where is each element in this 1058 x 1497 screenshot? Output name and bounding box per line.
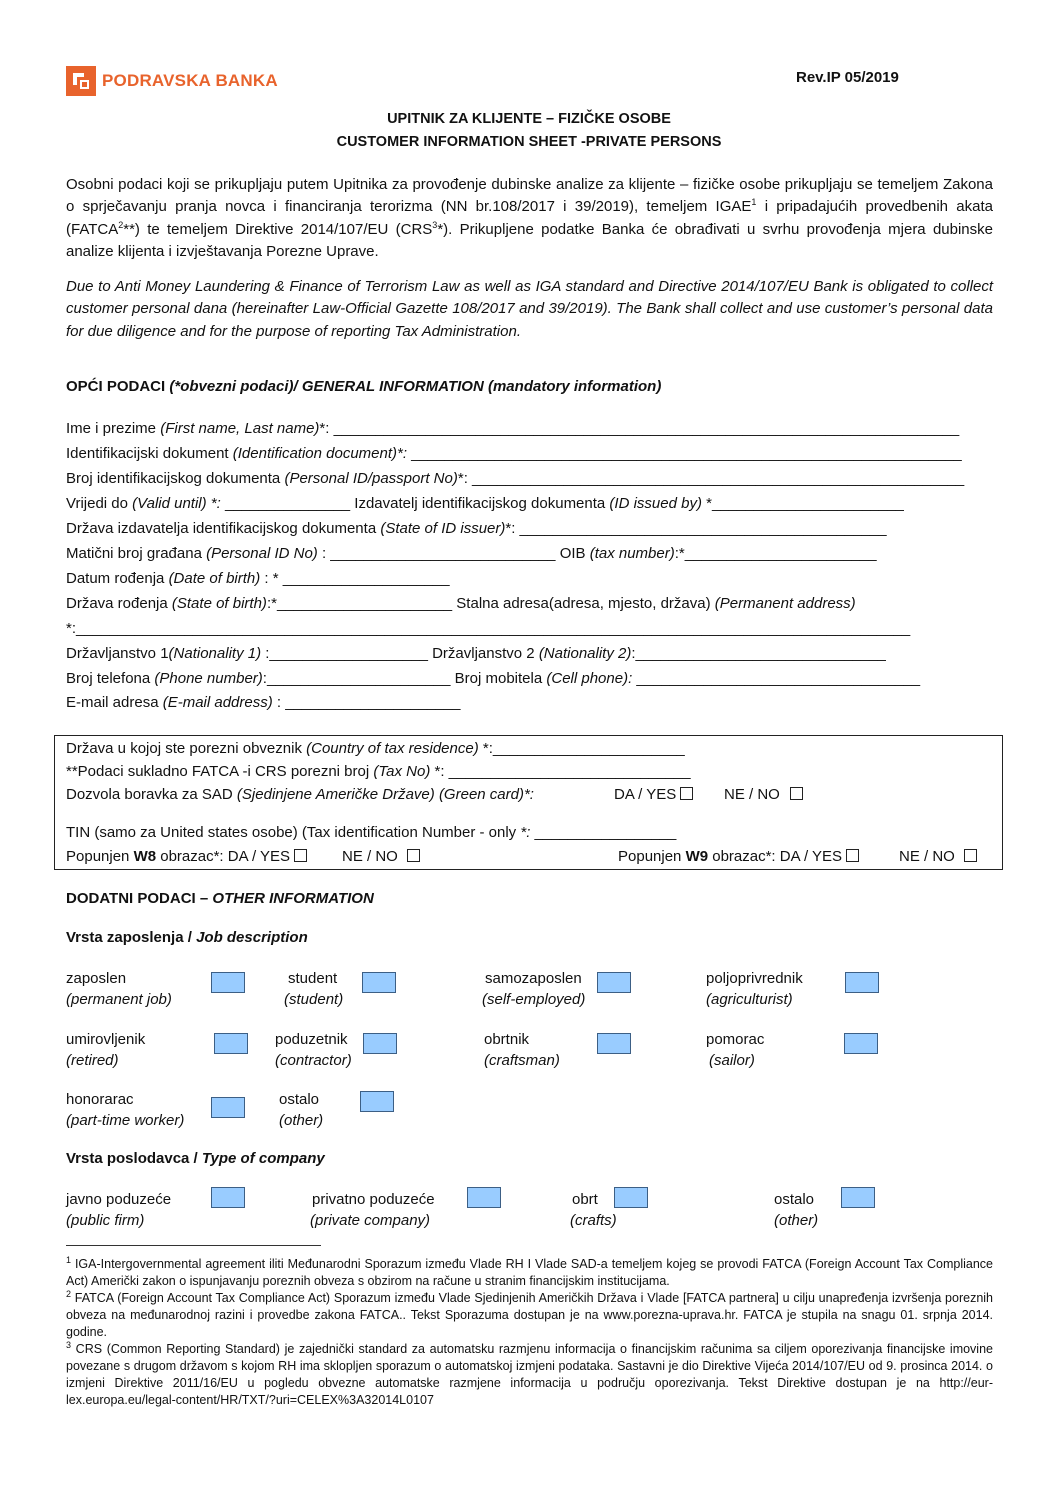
job-option-label: poljoprivrednik (agriculturist) [706, 970, 803, 1008]
other-heading: DODATNI PODACI – OTHER INFORMATION [66, 890, 374, 907]
job-checkbox-contractor[interactable] [363, 1033, 397, 1054]
job-checkbox-permanent[interactable] [211, 972, 245, 993]
w9-form-no[interactable]: NE / NO [899, 848, 977, 865]
job-checkbox-part-time[interactable] [211, 1097, 245, 1118]
job-checkbox-other[interactable] [360, 1091, 394, 1112]
form-title-hr: UPITNIK ZA KLIJENTE – FIZIČKE OSOBE [387, 111, 671, 127]
job-checkbox-self-employed[interactable] [597, 972, 631, 993]
bank-logo [66, 66, 278, 96]
w8-yes-checkbox[interactable] [294, 849, 307, 862]
field-id-number[interactable]: Broj identifikacijskog dokumenta (Personal ID/passport No)*: ___________________________________________________________ [66, 470, 965, 487]
job-option-label: pomorac (sailor) [706, 1031, 765, 1069]
field-full-name[interactable]: Ime i prezime (First name, Last name)*: ___________________________________________________________________________ [66, 420, 960, 437]
job-checkbox-student[interactable] [362, 972, 396, 993]
field-phone-numbers[interactable]: Broj telefona (Phone number):______________________ Broj mobitela (Cell phone): __________________________________ [66, 670, 921, 687]
job-option-label: ostalo (other) [279, 1091, 324, 1129]
field-permanent-address-line[interactable]: *:____________________________________________________________________________________________________ [66, 620, 911, 637]
company-checkbox-private[interactable] [467, 1187, 501, 1208]
job-option-label: student (student) [284, 970, 344, 1008]
general-heading: OPĆI PODACI (*obvezni podaci)/ GENERAL INFORMATION (mandatory information) [66, 378, 662, 395]
company-checkbox-public[interactable] [211, 1187, 245, 1208]
job-option-label: honorarac (part-time worker) [66, 1091, 185, 1129]
w8-form-no[interactable]: NE / NO [342, 848, 420, 865]
company-option-label: privatno poduzeće (private company) [310, 1191, 435, 1229]
field-tin[interactable]: TIN (samo za United states osobe) (Tax identification Number - only *: _________________ [66, 824, 677, 841]
green-card-yes[interactable]: DA / YES [614, 786, 693, 803]
company-heading: Vrsta poslodavca / Type of company [66, 1150, 325, 1167]
intro-en: Due to Anti Money Laundering & Finance of Terrorism Law as well as IGA standard and Directive 2014/107/EU Bank is obligated to collect customer personal dana (hereinafter Law-Official Gazette 108/2017 and 39/2019). The Bank shall collect and use customer’s personal data for due diligence and for the purpose of reporting Tax Administration. [66, 278, 993, 340]
job-option-label: poduzetnik (contractor) [275, 1031, 352, 1069]
field-id-document[interactable]: Identifikacijski dokument (Identification document)*: __________________________________________________________________ [66, 445, 962, 462]
form-title-en: CUSTOMER INFORMATION SHEET -PRIVATE PERSONS [336, 134, 722, 150]
footnote-1: $^1$ IGA-Intergovernmental agreement iliti Međunarodni Sporazum između Vlade RH I Vlade SAD-a temeljem kojeg se provodi FATCA (Foreign Account Tax Compliance Act) Američki zakon o ispunjavanju poreznih obveza s obzirom na račune u stranim financijskim institucijama. [66, 1254, 993, 1288]
company-checkbox-crafts[interactable] [614, 1187, 648, 1208]
company-option-label: ostalo (other) [774, 1191, 819, 1229]
job-option-label: umirovljenik (retired) [66, 1031, 146, 1069]
job-checkbox-sailor[interactable] [844, 1033, 878, 1054]
footnote-2: $^2$ FATCA (Foreign Account Tax Compliance Act) Sporazum između Vlade Sjedinjenih Američkih Država i Vlade [FATCA partnera] u cilju unapređenja izvršenja poreznih obveza na međunarodnoj razini i provedbe zakona FATCA.. Tekst Sporazuma dostupan je na www.porezna-uprava.hr. FATCA je stupila na snagu 01. srpnja 2014. godine. [66, 1288, 993, 1339]
w9-no-checkbox[interactable] [964, 849, 977, 862]
field-tax-residence[interactable]: Država u kojoj ste porezni obveznik (Country of tax residence) *:_______________________ [66, 740, 685, 757]
company-checkbox-other[interactable] [841, 1187, 875, 1208]
job-checkbox-agriculturist[interactable] [845, 972, 879, 993]
field-date-of-birth[interactable]: Datum rođenja (Date of birth) : * ____________________ [66, 570, 450, 587]
footnote-separator [66, 1245, 321, 1246]
revision-label: Rev.IP 05/2019 [796, 69, 899, 86]
field-state-of-birth-address[interactable]: Država rođenja (State of birth):*_____________________ Stalna adresa(adresa, mjesto, država) (Permanent address) [66, 595, 856, 612]
w9-form-yes[interactable]: Popunjen W9 obrazac*: DA / YES [618, 848, 859, 865]
job-option-label: zaposlen (permanent job) [66, 970, 172, 1008]
job-checkbox-craftsman[interactable] [597, 1033, 631, 1054]
bank-logo-icon [66, 66, 96, 96]
field-tax-number[interactable]: **Podaci sukladno FATCA -i CRS porezni broj (Tax No) *: _____________________________ [66, 763, 691, 780]
field-state-of-issuer[interactable]: Država izdavatelja identifikacijskog dokumenta (State of ID issuer)*: ____________________________________________ [66, 520, 887, 537]
company-option-label: obrt (crafts) [570, 1191, 617, 1229]
green-card-yes-checkbox[interactable] [680, 787, 693, 800]
job-checkbox-retired[interactable] [214, 1033, 248, 1054]
field-email[interactable]: E-mail adresa (E-mail address) : _____________________ [66, 694, 461, 711]
job-heading: Vrsta zaposlenja / Job description [66, 929, 308, 946]
green-card-no[interactable]: NE / NO [724, 786, 803, 803]
w8-no-checkbox[interactable] [407, 849, 420, 862]
w9-yes-checkbox[interactable] [846, 849, 859, 862]
job-option-label: samozaposlen (self-employed) [482, 970, 586, 1008]
field-personal-id-oib[interactable]: Matični broj građana (Personal ID No) : ___________________________ OIB (tax number):*_______________________ [66, 545, 877, 562]
company-option-label: javno poduzeće (public firm) [66, 1191, 172, 1229]
green-card-no-checkbox[interactable] [790, 787, 803, 800]
field-valid-until-issuer[interactable]: Vrijedi do (Valid until) *: _______________ Izdavatelj identifikacijskog dokumenta (ID issued by) *_______________________ [66, 495, 904, 512]
green-card-label: Dozvola boravka za SAD (Sjedinjene Američke Države) (Green card)*: [66, 786, 534, 803]
w8-form-yes[interactable]: Popunjen W8 obrazac*: DA / YES [66, 848, 307, 865]
bank-name: PODRAVSKA BANKA [102, 71, 278, 90]
intro-hr: Osobni podaci koji se prikupljaju putem Upitnika za provođenje dubinske analize za klijente – fizičke osobe prikupljaju se temeljem Zakona o sprječavanju pranja novca i financiranja terorizma (NN br.108/2017 i 39/2019), temeljem IGAE$^1$ i pripadajućih provedbenih akata (FATCA$^2$**) te temeljem Direktive 2014/107/EU (CRS$^3$*). Prikupljene podatke Banka će obrađivati u svrhu provođenja mjera dubinske analize klijenta i izvještavanja Porezne Uprave. [66, 176, 993, 261]
footnote-3: $^3$ CRS (Common Reporting Standard) je zajednički standard za automatsku razmjenu informacija o financijskim računima sa ciljem oporezivanja financijske imovine povezane s drugom državom s kojom RH ima sklopljen sporazum o automatskoj izmjeni podataka. Sastavni je dio Direktive Vijeća 2014/107/EU od 9. prosinca 2014. o izmjeni Direktive 2011/16/EU u pogledu obvezne automatske razmjene informacija u području oporezivanja. Tekst Direktive dostupan je na http://eur-lex.europa.eu/legal-content/HR/TXT/?uri=CELEX%3A32014L0107 [66, 1339, 993, 1407]
job-option-label: obrtnik (craftsman) [484, 1031, 560, 1069]
field-nationality[interactable]: Državljanstvo 1(Nationality 1) :___________________ Državljanstvo 2 (Nationality 2):______________________________ [66, 645, 886, 662]
